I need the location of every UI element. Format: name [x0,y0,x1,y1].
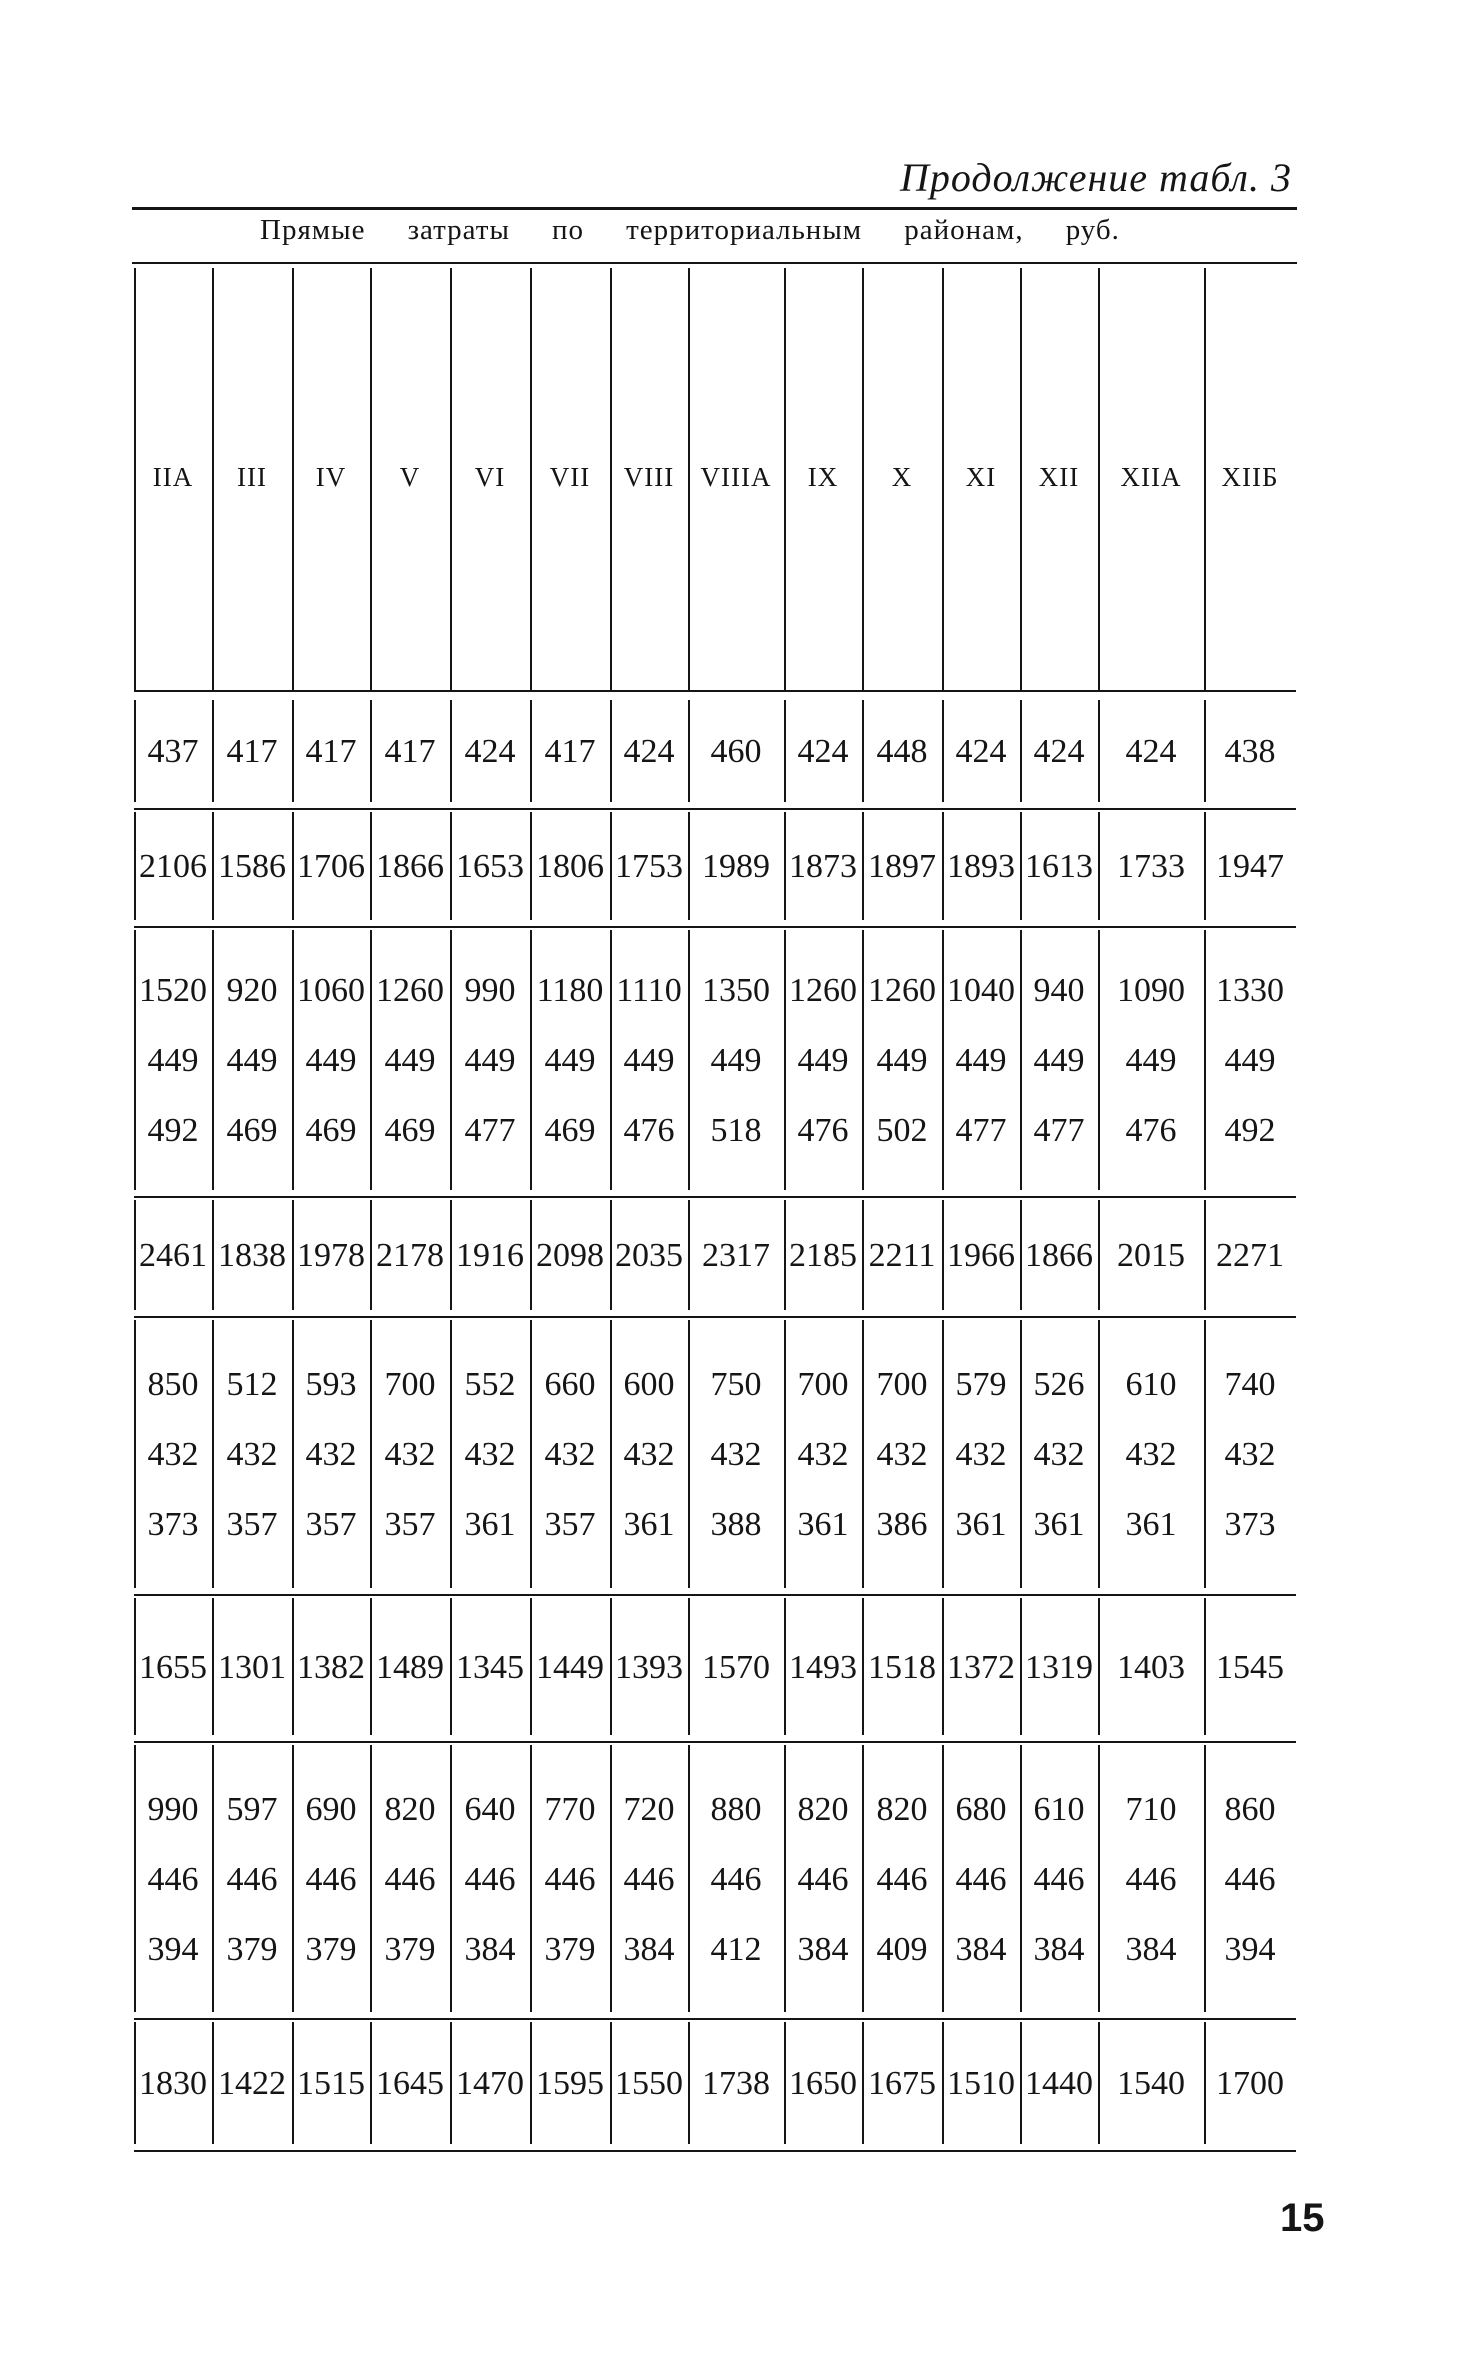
table-cell: 1372 [947,1648,1015,1686]
table-cell: 384 [955,1930,1007,1968]
column-header: IIA [152,462,194,492]
table-cell: 1947 [1216,848,1284,885]
table-cell: 446 [1224,1860,1276,1898]
table-cell: 417 [305,733,357,770]
table-cell: 2317 [702,1237,770,1274]
subtitle-word: районам, [904,214,1024,246]
table-cell: 1897 [868,848,936,885]
table-cell: 379 [305,1930,357,1968]
column-header: X [891,462,913,492]
table-cell: 880 [710,1790,762,1828]
table-cell: 379 [544,1930,596,1968]
table-cell: 1753 [615,848,683,885]
table-cell: 502 [876,1112,928,1149]
subtitle-word: по [552,214,585,246]
table-cell: 1873 [789,848,857,885]
table-cell: 357 [544,1506,596,1543]
table-cell: 424 [797,733,849,770]
table-cell: 424 [464,733,516,770]
table-cell: 432 [797,1436,849,1473]
table-cell: 2015 [1117,1237,1185,1274]
column-header: XI [965,462,997,492]
table-cell: 446 [710,1860,762,1898]
table-cell: 361 [797,1506,849,1543]
table-cell: 476 [797,1112,849,1149]
table-cell: 446 [876,1860,928,1898]
table-cell: 432 [226,1436,278,1473]
table-cell: 1350 [702,972,770,1009]
table-cell: 2035 [615,1237,683,1274]
table-cell: 1510 [947,2065,1015,2102]
table-cell: 446 [1125,1860,1177,1898]
caption-rule [132,207,1297,210]
table-cell: 1966 [947,1237,1015,1274]
table-cell: 449 [1125,1042,1177,1079]
table-cell: 1989 [702,848,770,885]
table-cell: 449 [384,1042,436,1079]
table-cell: 469 [544,1112,596,1149]
table-cell: 1449 [536,1648,604,1686]
table-cell: 1060 [297,972,365,1009]
table-cell: 990 [464,972,516,1009]
table-cell: 1706 [297,848,365,885]
table-cell: 579 [955,1366,1007,1403]
column-header: XIIБ [1221,462,1279,492]
table-cell: 432 [955,1436,1007,1473]
table-cell: 384 [623,1930,675,1968]
table-cell: 1260 [868,972,936,1009]
table-cell: 2098 [536,1237,604,1274]
table-cell: 424 [1125,733,1177,770]
group-rule [134,1196,1296,1198]
table-cell: 446 [797,1860,849,1898]
table-cell: 449 [623,1042,675,1079]
group-rule [134,2150,1296,2152]
table-cell: 449 [955,1042,1007,1079]
table-cell: 990 [147,1790,199,1828]
table-cell: 1866 [1025,1237,1093,1274]
subtitle-word: затраты [407,214,510,246]
table-cell: 1470 [456,2065,524,2102]
table-cell: 432 [1125,1436,1177,1473]
group-rule [134,2018,1296,2020]
subtitle-rule [132,262,1297,264]
table-cell: 1403 [1117,1648,1185,1686]
table-cell: 710 [1125,1790,1177,1828]
table-cell: 469 [226,1112,278,1149]
group-rule [134,926,1296,928]
table-cell: 1540 [1117,2065,1185,2102]
column-header: XII [1038,462,1080,492]
table-cell: 432 [147,1436,199,1473]
table-cell: 1260 [789,972,857,1009]
table-cell: 379 [226,1930,278,1968]
table-cell: 432 [544,1436,596,1473]
table-cell: 446 [464,1860,516,1898]
table-cell: 1655 [139,1648,207,1686]
table-cell: 384 [1125,1930,1177,1968]
table-cell: 424 [623,733,675,770]
table-cell: 388 [710,1506,762,1543]
table-cell: 1700 [1216,2065,1284,2102]
table-cell: 1645 [376,2065,444,2102]
page-number: 15 [1280,2196,1325,2240]
table-cell: 357 [226,1506,278,1543]
table-cell: 1838 [218,1237,286,1274]
table-cell: 432 [1033,1436,1085,1473]
table-cell: 820 [876,1790,928,1828]
table-cell: 432 [876,1436,928,1473]
table-cell: 449 [147,1042,199,1079]
table-cell: 448 [876,733,928,770]
table-cell: 432 [305,1436,357,1473]
table-cell: 2461 [139,1237,207,1274]
group-rule [134,1316,1296,1318]
table-cell: 2106 [139,848,207,885]
table-cell: 552 [464,1366,516,1403]
table-cell: 446 [1033,1860,1085,1898]
table-cell: 424 [1033,733,1085,770]
column-header: VI [474,462,506,492]
table-cell: 357 [305,1506,357,1543]
table-cell: 449 [305,1042,357,1079]
table-cell: 700 [384,1366,436,1403]
table-cell: 593 [305,1366,357,1403]
table-cell: 449 [797,1042,849,1079]
table-cell: 449 [876,1042,928,1079]
header-rule [134,690,1296,692]
table-cell: 394 [1224,1930,1276,1968]
table-cell: 379 [384,1930,436,1968]
table-cell: 2185 [789,1237,857,1274]
table-cell: 492 [1224,1112,1276,1149]
table-caption: Продолжение табл. 3 [899,155,1292,200]
table-cell: 357 [384,1506,436,1543]
table-cell: 512 [226,1366,278,1403]
table-cell: 477 [1033,1112,1085,1149]
table-cell: 940 [1033,972,1085,1009]
table-cell: 1595 [536,2065,604,2102]
table-cell: 680 [955,1790,1007,1828]
table-cell: 2211 [868,1237,936,1274]
table-cell: 820 [384,1790,436,1828]
table-cell: 1545 [1216,1648,1284,1686]
table-cell: 820 [797,1790,849,1828]
table-cell: 518 [710,1112,762,1149]
column-header: IV [315,462,347,492]
column-header: IX [807,462,839,492]
table-cell: 920 [226,972,278,1009]
table-cell: 449 [464,1042,516,1079]
table-cell: 1738 [702,2065,770,2102]
table-cell: 660 [544,1366,596,1403]
table-cell: 446 [305,1860,357,1898]
table-cell: 469 [384,1112,436,1149]
table-cell: 386 [876,1506,928,1543]
table-cell: 449 [1224,1042,1276,1079]
group-rule [134,1594,1296,1596]
table-cell: 469 [305,1112,357,1149]
table-cell: 1110 [616,972,682,1009]
table-cell: 476 [623,1112,675,1149]
table-cell: 384 [464,1930,516,1968]
table-cell: 690 [305,1790,357,1828]
table-cell: 361 [955,1506,1007,1543]
table-cell: 446 [955,1860,1007,1898]
column-header: VIIIA [700,462,772,492]
table-cell: 446 [147,1860,199,1898]
table-cell: 1806 [536,848,604,885]
table-cell: 1613 [1025,848,1093,885]
table-cell: 432 [623,1436,675,1473]
table-cell: 1518 [868,1648,936,1686]
table-cell: 1180 [536,972,604,1009]
column-header: VII [549,462,591,492]
table-cell: 740 [1224,1366,1276,1403]
table-cell: 1382 [297,1648,365,1686]
table-cell: 449 [226,1042,278,1079]
table-cell: 860 [1224,1790,1276,1828]
table-cell: 438 [1224,733,1276,770]
table-cell: 1422 [218,2065,286,2102]
subtitle-word: руб. [1065,214,1120,246]
table-cell: 850 [147,1366,199,1403]
group-rule [134,808,1296,810]
table-cell: 432 [710,1436,762,1473]
table-cell: 492 [147,1112,199,1149]
table-cell: 1489 [376,1648,444,1686]
table-cell: 750 [710,1366,762,1403]
table-cell: 1345 [456,1648,524,1686]
table-subtitle [260,214,1120,247]
table-cell: 446 [226,1860,278,1898]
table-cell: 417 [384,733,436,770]
table-cell: 409 [876,1930,928,1968]
table-cell: 412 [710,1930,762,1968]
table-cell: 1515 [297,2065,365,2102]
table-cell: 373 [1224,1506,1276,1543]
table-cell: 610 [1125,1366,1177,1403]
table-cell: 361 [623,1506,675,1543]
table-cell: 446 [623,1860,675,1898]
subtitle-word: Прямые [260,214,366,246]
table-cell: 2178 [376,1237,444,1274]
table-cell: 1733 [1117,848,1185,885]
table-cell: 373 [147,1506,199,1543]
table-cell: 449 [1033,1042,1085,1079]
table-cell: 417 [226,733,278,770]
table-cell: 770 [544,1790,596,1828]
table-cell: 477 [955,1112,1007,1149]
table-cell: 1978 [297,1237,365,1274]
table-cell: 1653 [456,848,524,885]
table-cell: 1830 [139,2065,207,2102]
table-cell: 600 [623,1366,675,1403]
table-cell: 361 [1033,1506,1085,1543]
table-cell: 1893 [947,848,1015,885]
table-cell: 432 [464,1436,516,1473]
column-header: VIII [623,462,675,492]
table-cell: 437 [147,733,199,770]
table-cell: 446 [544,1860,596,1898]
table-cell: 1675 [868,2065,936,2102]
table-cell: 417 [544,733,596,770]
table-cell: 476 [1125,1112,1177,1149]
table-cell: 1866 [376,848,444,885]
table-cell: 720 [623,1790,675,1828]
column-header: V [399,462,421,492]
table-cell: 361 [464,1506,516,1543]
table-cell: 460 [710,733,762,770]
table-cell: 597 [226,1790,278,1828]
table-cell: 1301 [218,1648,286,1686]
table-cell: 526 [1033,1366,1085,1403]
table-cell: 1650 [789,2065,857,2102]
table-cell: 1493 [789,1648,857,1686]
table-cell: 432 [1224,1436,1276,1473]
table-cell: 394 [147,1930,199,1968]
table-cell: 446 [384,1860,436,1898]
table-cell: 361 [1125,1506,1177,1543]
table-cell: 1319 [1025,1648,1093,1686]
table-cell: 1040 [947,972,1015,1009]
table-cell: 1520 [139,972,207,1009]
table-cell: 432 [384,1436,436,1473]
table-cell: 1090 [1117,972,1185,1009]
table-cell: 700 [797,1366,849,1403]
table-cell: 384 [797,1930,849,1968]
table-cell: 1570 [702,1648,770,1686]
table-cell: 477 [464,1112,516,1149]
table-cell: 1550 [615,2065,683,2102]
table-cell: 1260 [376,972,444,1009]
column-header: III [237,462,267,492]
table-cell: 449 [710,1042,762,1079]
group-rule [134,1741,1296,1743]
table-cell: 1440 [1025,2065,1093,2102]
table-cell: 2271 [1216,1237,1284,1274]
table-cell: 424 [955,733,1007,770]
table-cell: 640 [464,1790,516,1828]
table-cell: 1330 [1216,972,1284,1009]
table-cell: 610 [1033,1790,1085,1828]
subtitle-word: территориальным [626,214,863,246]
table-cell: 700 [876,1366,928,1403]
table-cell: 1393 [615,1648,683,1686]
table-cell: 1916 [456,1237,524,1274]
column-header: XIIA [1120,462,1182,492]
table-cell: 449 [544,1042,596,1079]
table-cell: 384 [1033,1930,1085,1968]
table-cell: 1586 [218,848,286,885]
